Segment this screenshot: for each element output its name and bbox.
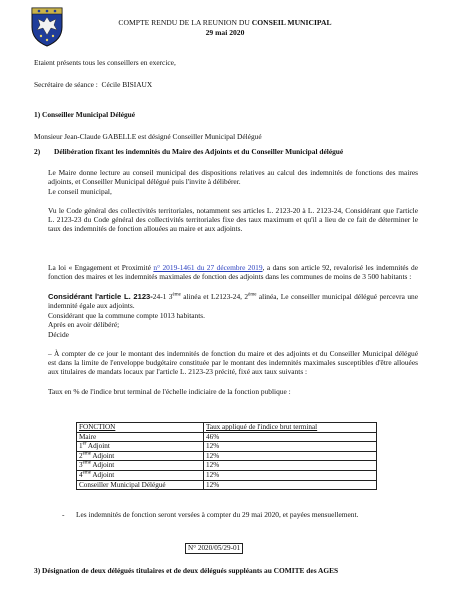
loi-text-after: , a dans son article 92, revalorisé les indemnités de fonction des maires et les indemnités maximales de fonction des adjoints dans les communes de moins de 3 500 habitants : (48, 263, 418, 282)
section-2-number: 2) (34, 147, 41, 156)
paragraph-code-general: Vu le Code général des collectivités territoriales, notamment ses articles L. 2123-20 à L. 2123-24, Considérant que l'article L. 2123-23 du Code général des collectivités territoriales fixe des taux maximum et qu'il a lieu de ce fait de déterminer le taux des indemnités de fonction allouées au maire et aux adjoints. (48, 206, 418, 234)
fonction-number: 3 (79, 461, 83, 470)
fonction-label: Adjoint (90, 451, 115, 460)
bullet-versement: Les indemnités de fonction seront versées à compter du 29 mai 2020, et payées mensuellement. (76, 510, 359, 519)
indemnity-table (76, 422, 377, 490)
row-fonction (77, 480, 204, 490)
paragraph-lecture: Le Maire donne lecture au conseil municipal des dispositions relatives au calcul des indemnités de fonctions des maires adjoints, et Conseiller Municipal délégué puis l'invite à délibérer. (48, 168, 418, 187)
paragraph-habitants: Considérant que la commune compte 1013 habitants. (48, 311, 206, 320)
row-fonction (77, 442, 204, 452)
fonction-ordinal: ème (82, 451, 91, 457)
fonction-label: Maire (79, 432, 97, 441)
fonction-label: Adjoint (86, 442, 110, 451)
paragraph-conseil: Le conseil municipal, (48, 187, 112, 196)
considerant-part-d: alinéa, Le conseiller municipal délégué percevra une indemnité égale aux adjoints. (48, 292, 419, 311)
section-1-text: Monsieur Jean-Claude GABELLE est désigné Conseiller Municipal Délégué (34, 132, 262, 141)
title-bold: CONSEIL MUNICIPAL (251, 18, 332, 27)
paragraph-taux: Taux en % de l'indice brut terminal de l'échelle indiciaire de la fonction publique : (48, 387, 291, 396)
table-row (77, 470, 377, 480)
section-1-heading: 1) Conseiller Municipal Délégué (34, 110, 136, 119)
title-prefix: COMPTE RENDU DE LA REUNION DU (118, 18, 252, 27)
section-3-heading: 3) Désignation de deux délégués titulaires et de deux délégués suppléants au COMITE des AGES (34, 566, 339, 575)
considerant-sup-1: ème (172, 292, 181, 298)
fonction-number: 2 (79, 451, 83, 460)
paragraph-loi (48, 263, 418, 281)
secretary-label: Secrétaire de séance : (34, 80, 98, 89)
table-row (77, 480, 377, 490)
meeting-date: 29 mai 2020 (205, 28, 245, 37)
table-row (77, 451, 377, 461)
row-taux: 12% (204, 451, 377, 461)
page-title (0, 18, 450, 27)
secretary-name: Cécile BISIAUX (101, 80, 153, 89)
deliberation-reference: N° 2020/05/29-01 (185, 543, 243, 554)
paragraph-montant: – À compter de ce jour le montant des indemnités de fonction du maire et des adjoints et du Conseiller Municipal délégué est dans la limite de l'enveloppe budgétaire constituée par le montant des indemnités maximales susceptibles d'être allouées aux titulaires de mandats locaux par l'article L. 2123-23 précité, fixé aux taux suivants : (48, 349, 418, 377)
row-fonction (77, 461, 204, 471)
loi-text-before: La loi « Engagement et Proximité (48, 263, 154, 272)
secretary-line (34, 80, 152, 89)
fonction-ordinal: ème (82, 470, 91, 476)
attendance-line: Etaient présents tous les conseillers en exercice, (34, 58, 176, 67)
table-header-row (77, 423, 377, 433)
fonction-ordinal: ème (82, 461, 91, 467)
fonction-label: Adjoint (90, 471, 115, 480)
fonction-label: Conseiller Municipal Délégué (79, 480, 166, 489)
row-fonction (77, 470, 204, 480)
fonction-label: Adjoint (90, 461, 115, 470)
row-taux: 12% (204, 470, 377, 480)
bullet-mark: - (62, 510, 65, 519)
row-taux: 12% (204, 461, 377, 471)
considerant-part-c: alinéa et L2123-24, 2 (180, 292, 249, 301)
row-fonction (77, 432, 204, 442)
section-2-heading: Délibération fixant les indemnités du Maire des Adjoints et du Conseiller Municipal délégué (54, 147, 344, 156)
table-row (77, 432, 377, 442)
column-header-taux: Taux appliqué de l'indice brut terminal (204, 423, 377, 433)
paragraph-delibere: Après en avoir délibéré; (48, 320, 120, 329)
row-taux: 12% (204, 480, 377, 490)
fonction-ordinal: er (82, 441, 87, 447)
column-header-fonction: FONCTION (77, 423, 204, 433)
table-row (77, 442, 377, 452)
considerant-sup-2: ème (248, 292, 257, 298)
fonction-number: 4 (79, 471, 83, 480)
row-taux: 12% (204, 442, 377, 452)
loi-reference-link[interactable]: n° 2019-1461 du 27 décembre 2019 (153, 263, 263, 272)
row-taux: 46% (204, 432, 377, 442)
considerant-part-b: 24-1 3 (152, 292, 173, 301)
considerant-part-a: Considérant l'article L. 2123- (48, 292, 153, 301)
row-fonction (77, 451, 204, 461)
paragraph-decide: Décide (48, 330, 69, 339)
table-row (77, 461, 377, 471)
paragraph-considerant-article (48, 292, 418, 310)
fonction-number: 1 (79, 442, 83, 451)
